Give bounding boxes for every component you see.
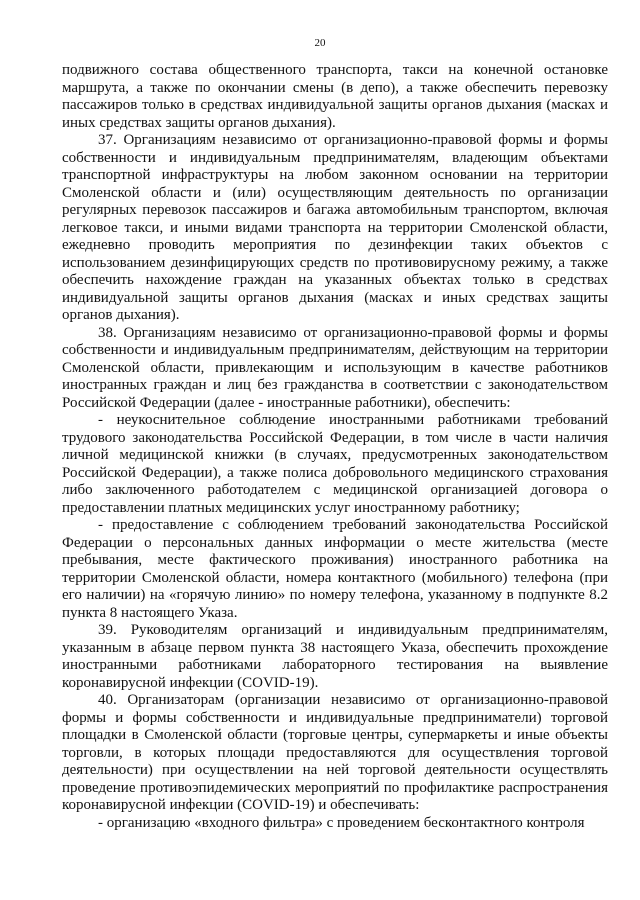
paragraph-item-40: 40. Организаторам (организации независимо от организационно-правовой формы и формы собственности и индивидуальные предприниматели) торговой площадки в Смоленской области (торговые центры, супермаркеты и иные объекты торговли, в которых площади предоставляются для осуществления торговой деятельности) при осуществлении на ней торговой деятельности осуществлять проведение противоэпидемических мероприятий по профилактике распространения коронавирусной инфекции (COVID-19) и обеспечивать: [62,692,608,813]
paragraph-item-38: 38. Организациям независимо от организационно-правовой формы и формы собственности и индивидуальным предпринимателям, действующим на территории Смоленской области, привлекающим и использующим в качестве работников иностранных граждан и лиц без гражданства в соответствии с законодательством Российской Федерации (далее - иностранные работники), обеспечить: [62,324,608,411]
paragraph-continuation: подвижного состава общественного транспорта, такси на конечной остановке маршрута, а также по окончании смены (в депо), а также обеспечить перевозку пассажиров только в средствах индивидуальной защиты органов дыхания (масках и иных средствах защиты органов дыхания). [62,62,608,131]
page-number: 20 [314,37,326,49]
document-body [62,62,608,832]
paragraph-item-37: 37. Организациям независимо от организационно-правовой формы и формы собственности и индивидуальным предпринимателям, владеющим объектами транспортной инфраструктуры на любом законном основании на территории Смоленской области и (или) осуществляющим деятельность по организации регулярных перевозок пассажиров и багажа автомобильным транспортом, включая легковое такси, и иными видами транспорта на территории Смоленской области, ежедневно проводить мероприятия по дезинфекции таких объектов с использованием дезинфицирующих средств по противовирусному режиму, а также обеспечить нахождение граждан на указанных объектах только в средствах индивидуальной защиты органов дыхания (масках и иных средствах защиты органов дыхания). [62,132,608,323]
paragraph-item-39: 39. Руководителям организаций и индивидуальным предпринимателям, указанным в абзаце первом пункта 38 настоящего Указа, обеспечить прохождение иностранными работниками лабораторного тестирования на выявление коронавирусной инфекции (COVID-19). [62,622,608,691]
paragraph-item-38-bullet-2: - предоставление с соблюдением требований законодательства Российской Федерации о персональных данных информации о месте жительства (месте пребывания, месте фактического проживания) иностранного работника на территории Смоленской области, номера контактного (мобильного) телефона (при его наличии) на «горячую линию» по номеру телефона, указанному в подпункте 8.2 пункта 8 настоящего Указа. [62,517,608,621]
paragraph-item-38-bullet-1: - неукоснительное соблюдение иностранными работниками требований трудового законодательства Российской Федерации, в том числе в части наличия личной медицинской книжки (в случаях, предусмотренных законодательством Российской Федерации), а также полиса добровольного медицинского страхования либо заключенного работодателем с медицинской организацией договора о предоставлении платных медицинских услуг иностранному работнику; [62,412,608,516]
paragraph-item-40-bullet-1: - организацию «входного фильтра» с проведением бесконтактного контроля [98,814,585,831]
